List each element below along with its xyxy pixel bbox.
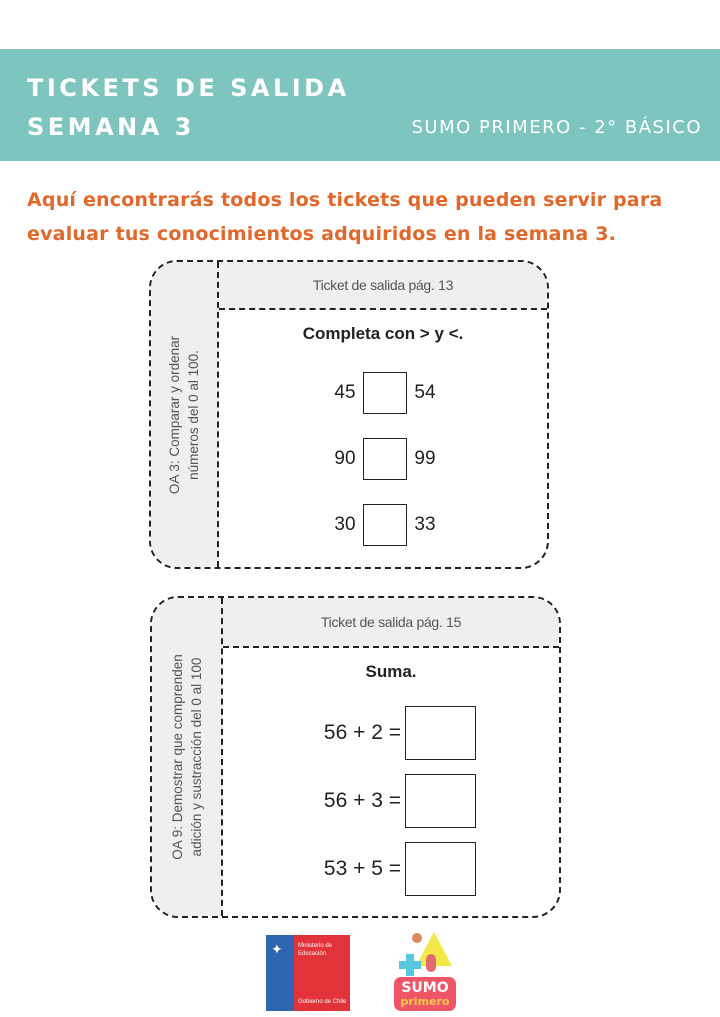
sumo-badge (394, 977, 456, 1011)
sum-row (305, 842, 476, 896)
sumo-label: SUMO (401, 980, 449, 996)
logo-red-band (294, 935, 350, 1011)
sumo-primero-logo (394, 930, 460, 1014)
primero-label: primero (400, 995, 450, 1008)
compare-row (329, 372, 441, 414)
ticket-instruction: Suma. (365, 662, 417, 681)
page-title-line2: SEMANA 3 (27, 113, 195, 141)
ticket-suma (150, 596, 561, 918)
ticket-header: Ticket de salida pág. 13 (219, 262, 547, 310)
right-number: 33 (414, 514, 436, 535)
sum-row (305, 774, 476, 828)
left-number: 90 (334, 448, 356, 469)
ticket-body (219, 310, 547, 567)
right-number: 99 (414, 448, 436, 469)
child-icon (426, 954, 436, 972)
objective-line2: adición y sustracción del 0 al 100 (188, 657, 204, 857)
ticket-comparar (149, 260, 549, 569)
page-title-line1: TICKETS DE SALIDA (27, 74, 350, 102)
logo-line2: Educación (298, 951, 327, 957)
sum-expression: 56 + 2 = (323, 721, 401, 744)
sum-expression: 56 + 3 = (323, 789, 401, 812)
answer-box[interactable] (363, 504, 407, 546)
objective-text (165, 335, 203, 493)
left-number: 45 (334, 382, 356, 403)
ticket-instruction: Completa con > y <. (302, 324, 464, 343)
compare-row (329, 504, 441, 546)
intro-text: Aquí encontrarás todos los tickets que pueden servir para evaluar tus conocimientos adquiridos en la semana 3. (27, 189, 663, 245)
answer-box[interactable] (405, 842, 476, 896)
ticket-header: Ticket de salida pág. 15 (223, 598, 559, 648)
objective-line2: números del 0 al 100. (186, 349, 201, 480)
mineduc-logo (266, 935, 350, 1011)
answer-box[interactable] (363, 438, 407, 480)
coat-of-arms-icon: ✦ (271, 941, 283, 957)
objective-sidebar (152, 598, 223, 916)
logo-line3: Gobierno de Chile (298, 999, 347, 1005)
sum-expression: 53 + 5 = (323, 857, 401, 880)
right-number: 54 (414, 382, 436, 403)
objective-sidebar (151, 262, 219, 567)
logo-blue-band (266, 935, 294, 1011)
sum-row (305, 706, 476, 760)
objective-text (168, 654, 206, 860)
objective-line1: OA 9: Demostrar que comprenden (169, 654, 185, 860)
left-number: 30 (334, 514, 356, 535)
footer-logos (0, 930, 720, 1015)
plus-icon (399, 961, 421, 969)
page-subtitle: SUMO PRIMERO - 2° BÁSICO (411, 117, 702, 138)
answer-box[interactable] (405, 774, 476, 828)
answer-box[interactable] (363, 372, 407, 414)
header-banner (0, 49, 720, 161)
child-icon (412, 933, 422, 943)
ticket-body (223, 648, 559, 916)
logo-line1: Ministerio de (298, 943, 333, 949)
answer-box[interactable] (405, 706, 476, 760)
compare-row (329, 438, 441, 480)
objective-line1: OA 3: Comparar y ordenar (167, 335, 182, 494)
